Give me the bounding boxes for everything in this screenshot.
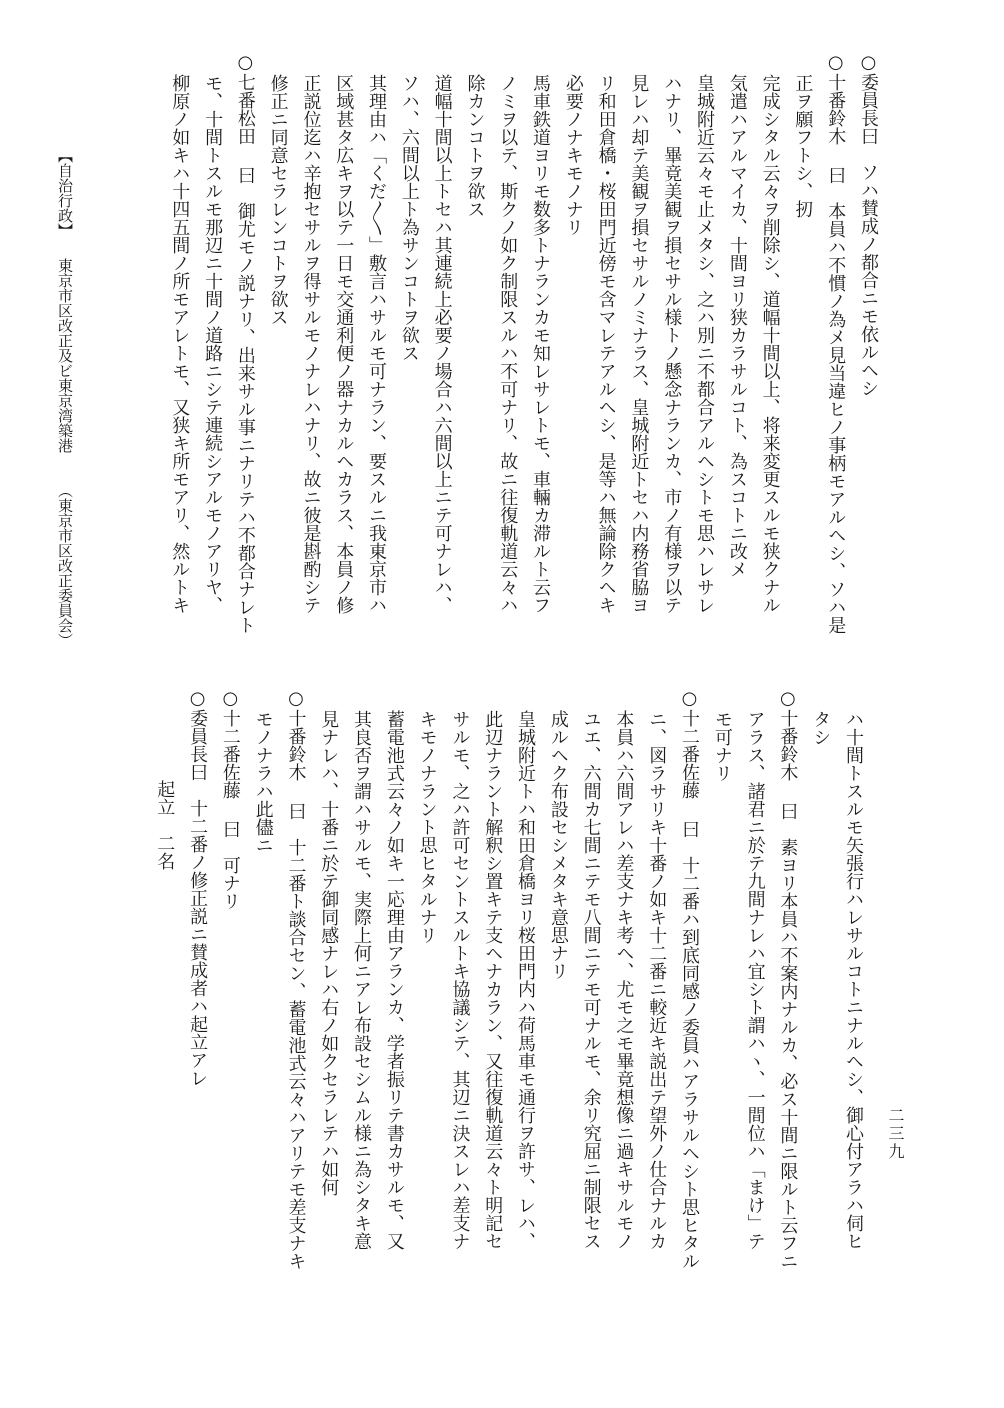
text-line: ハ十間トスルモ矢張行ハレサルコトニナルヘシ、御心付アラハ伺ヒ	[843, 710, 864, 1250]
text-line: 皇城附近云々モ止メタシ、之ハ別ニ不都合アルヘシトモ思ハレサレ	[694, 74, 716, 614]
text-line: ノミヲ以テ、斯クノ如ク制限スルハ不可ナリ、故ニ往復軌道云々ハ	[497, 74, 519, 614]
text-line: モ可ナリ	[711, 710, 733, 782]
text-line: 皇城附近トハ和田倉橋ヨリ桜田門内ハ荷馬車モ通行ヲ許サ、レハ、	[515, 710, 537, 1250]
text-line: 此辺ナラント解釈シ置キテ支ヘナカラン、又往復軌道云々ト明記セ	[482, 710, 504, 1250]
text-line: 其理由ハ「くだ〳〵」敷言ハサルモ可ナラン、要スルニ我東京市ハ	[366, 74, 388, 614]
text-line: タシ	[810, 710, 832, 746]
text-line: ○七番松田 曰 御尤モノ説ナリ、出来サル事ニナリテハ不都合ナレト	[234, 52, 256, 634]
text-line: 必要ノナキモノナリ	[562, 74, 584, 236]
text-line: モ、十間トスルモ那辺ニ十間ノ道路ニシテ連続シアルモノアリヤ、	[202, 74, 224, 614]
text-line: ニ、図ラサリキ十番ノ如キ十二番ニ較近キ説出テ望外ノ仕合ナルカ	[646, 710, 668, 1250]
text-line: ○十二番佐藤 曰 可ナリ	[219, 688, 241, 910]
text-line: 完成シタル云々ヲ削除シ、道幅十間以上、将来変更スルモ狭クナル	[759, 74, 781, 614]
text-line: ソハ、六間以上ト為サンコトヲ欲ス	[398, 74, 420, 362]
text-line: 見レハ却テ美観ヲ損セサルノミナラス、皇城附近トセハ内務省脇ヨ	[628, 74, 650, 614]
text-line: 本員ハ六間アレハ差支ナキ考ヘ、尤モ之モ畢竟想像ニ過キサルモノ	[613, 710, 635, 1250]
text-line: ○十番鈴木 曰 本員ハ不慣ノ為メ見当違ヒノ事柄モアルヘシ、ソハ是	[825, 52, 847, 634]
text-line: 成ルヘク布設セシメタキ意思ナリ	[547, 710, 569, 980]
text-line: 除カンコトヲ欲ス	[464, 74, 486, 218]
text-line: ハナリ、畢竟美観ヲ損セサル様トノ懸念ナランカ、市ノ有様ヲ以テ	[661, 74, 683, 614]
footer-series-label: 【自治行政】	[56, 148, 74, 238]
text-line: サルモ、之ハ許可セントスルトキ協議シテ、其辺ニ決スレハ差支ナ	[449, 710, 471, 1250]
text-line: 起立 二名	[154, 780, 176, 870]
upper-text-block	[170, 52, 877, 672]
footer-source-label: （東京市区改正委員会）	[56, 483, 74, 648]
text-line: ○十二番佐藤 曰 十二番ハ到底同感ノ委員ハアラサルヘシト思ヒタル	[679, 688, 701, 1270]
text-line: 柳原ノ如キハ十四五間ノ所モアレトモ、又狭キ所モアリ、然ルトキ	[169, 74, 191, 614]
lower-text-block	[155, 688, 862, 1270]
text-line: ○十番鈴木 曰 十二番ト談合セン、蓄電池式云々ハアリテモ差支ナキ	[285, 688, 307, 1270]
text-line: ○委員長曰 十二番ノ修正説ニ賛成者ハ起立アレ	[187, 688, 209, 1087]
text-line: 区域甚タ広キヲ以テ一日モ交通利便ノ器ナカルヘカラス、本員ノ修	[333, 74, 355, 614]
footer-document-title: 東京市区改正及ビ東京湾築港	[56, 258, 74, 453]
text-line: 見ナレハ、十番ニ於テ御同感ナレハ右ノ如クセラレテハ如何	[318, 710, 340, 1196]
text-line: 正説位迄ハ辛抱セサルヲ得サルモノナレハナリ、故ニ彼是斟酌シテ	[300, 74, 322, 614]
text-line: ○十番鈴木 曰 素ヨリ本員ハ不案内ナルカ、必ス十間ニ限ルト云フニ	[777, 688, 799, 1270]
text-line: リ和田倉橋・桜田門近傍モ含マレテアルヘシ、是等ハ無論除クヘキ	[595, 74, 617, 614]
text-line: モノナラハ此儘ニ	[252, 710, 274, 854]
text-line: アラス、諸君ニ於テ九間ナレハ宜シト謂ハヽ、一間位ハ「まけ」テ	[744, 710, 766, 1250]
text-line: 正ヲ願フトシ、扨	[792, 74, 814, 218]
text-line: キモノナラント思ヒタルナリ	[416, 710, 438, 944]
page-number: 二三九	[886, 1107, 905, 1161]
text-line: 其良否ヲ謂ハサルモ、実際上何ニアレ布設セシムル様ニ為シタキ意	[351, 710, 373, 1250]
text-line: 蓄電池式云々ノ如キ一応理由アランカ、学者振リテ書カサルモ、又	[383, 710, 405, 1250]
text-line: ユエ、六間カ七間ニテモ八間ニテモ可ナルモ、余リ究屈ニ制限セス	[580, 710, 602, 1250]
text-line: 道幅十間以上トセハ其連続上必要ノ場合ハ六間以上ニテ可ナレハ、	[431, 74, 453, 614]
text-line: 修正ニ同意セラレンコトヲ欲ス	[267, 74, 289, 326]
text-line: 気遣ハアルマイカ、十間ヨリ狭カラサルコト、為スコトニ改メ	[726, 74, 748, 578]
text-line: ○委員長曰 ソハ賛成ノ都合ニモ依ルヘシ	[858, 52, 879, 397]
text-line: 馬車鉄道ヨリモ数多トナランカモ知レサレトモ、車輛カ滞ルト云フ	[530, 74, 552, 614]
